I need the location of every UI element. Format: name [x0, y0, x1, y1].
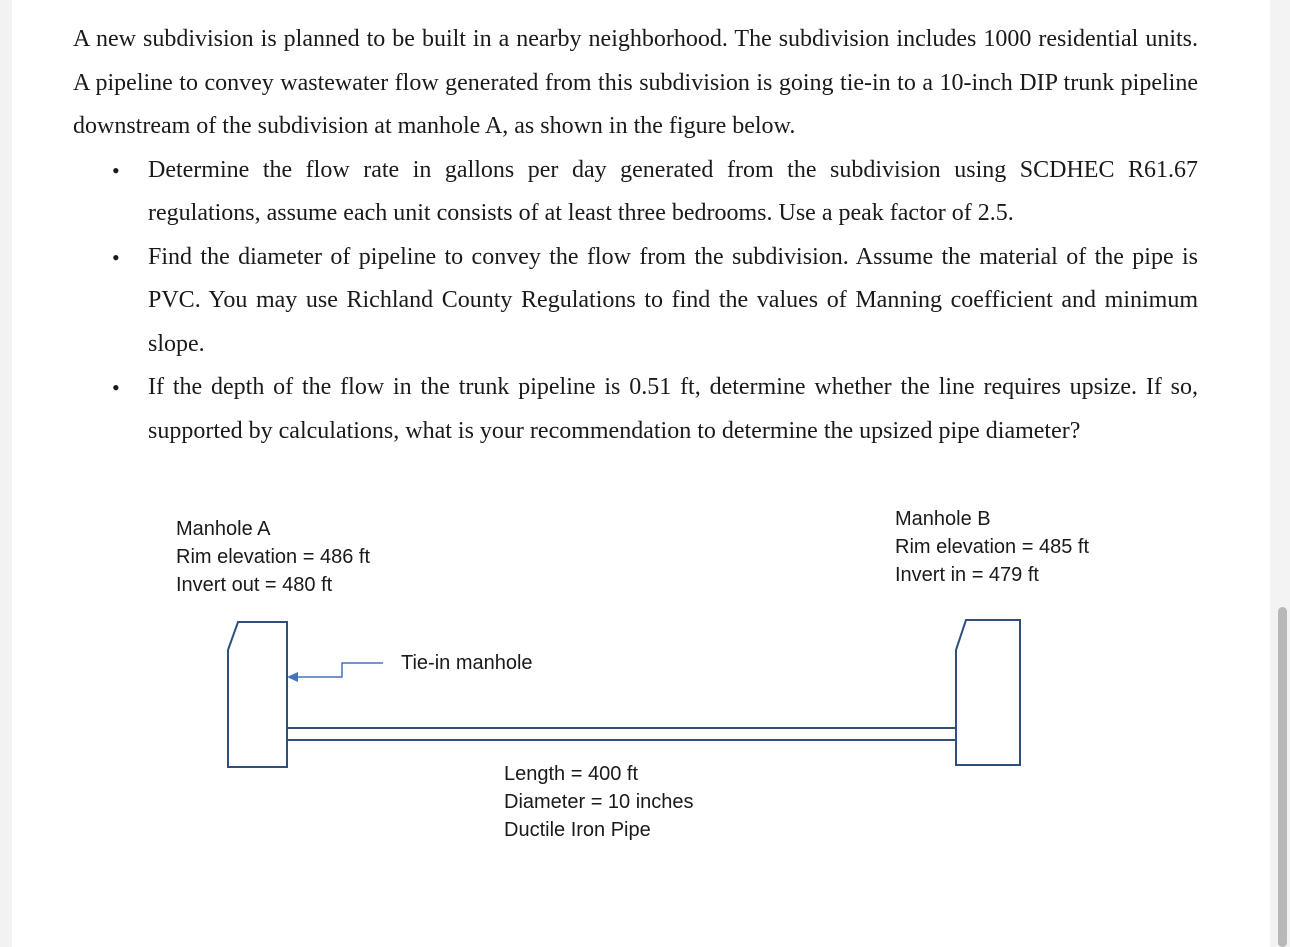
scrollbar-thumb[interactable] [1278, 607, 1287, 947]
task-list [73, 149, 1198, 454]
tie-in-label: Tie-in manhole [401, 652, 533, 674]
tie-in-arrowhead [287, 672, 298, 682]
manhole-a-rim: Rim elevation = 486 ft [176, 546, 370, 568]
problem-text [73, 18, 1198, 453]
list-item [73, 366, 1198, 453]
manhole-b-label [895, 505, 1089, 589]
list-item [73, 149, 1198, 236]
manhole-a-name: Manhole A [176, 518, 271, 540]
tie-in-callout-line [296, 663, 383, 677]
pipe-label [504, 760, 694, 844]
manhole-a-shape [228, 622, 287, 767]
bullet-icon: • [112, 157, 120, 183]
manhole-a-label [176, 515, 370, 599]
list-item-text: Determine the flow rate in gallons per day generated from the subdivision using SCDHEC R61.67 regulations, assume each unit consists of at least three bedrooms. Use a peak factor of 2.5. [148, 156, 1198, 226]
pipe-diameter: Diameter = 10 inches [504, 791, 694, 813]
pipe-material: Ductile Iron Pipe [504, 819, 651, 841]
scrollbar-track[interactable] [1270, 0, 1290, 947]
intro-paragraph: A new subdivision is planned to be built in a nearby neighborhood. The subdivision includes 1000 residential units. A pipeline to convey wastewater flow generated from this subdivision is going tie-in to a 10-inch DIP trunk pipeline downstream of the subdivision at manhole A, as shown in the figure below. [73, 26, 1198, 139]
pipe-length: Length = 400 ft [504, 763, 639, 785]
manhole-b-shape [956, 620, 1020, 765]
list-item-text: Find the diameter of pipeline to convey the flow from the subdivision. Assume the material of the pipe is PVC. You may use Richland County Regulations to find the values of Manning coefficient and minimum slope. [148, 243, 1198, 357]
list-item-text: If the depth of the flow in the trunk pipeline is 0.51 ft, determine whether the line requires upsize. If so, supported by calculations, what is your recommendation to determine the upsized pipe diameter? [148, 374, 1198, 444]
bullet-icon: • [112, 375, 120, 400]
manhole-b-invert: Invert in = 479 ft [895, 564, 1039, 586]
manhole-b-name: Manhole B [895, 508, 991, 530]
bullet-icon: • [112, 244, 120, 270]
page-edge [0, 0, 12, 947]
manhole-a-invert: Invert out = 480 ft [176, 574, 333, 596]
manhole-b-rim: Rim elevation = 485 ft [895, 536, 1089, 558]
list-item [73, 236, 1198, 367]
